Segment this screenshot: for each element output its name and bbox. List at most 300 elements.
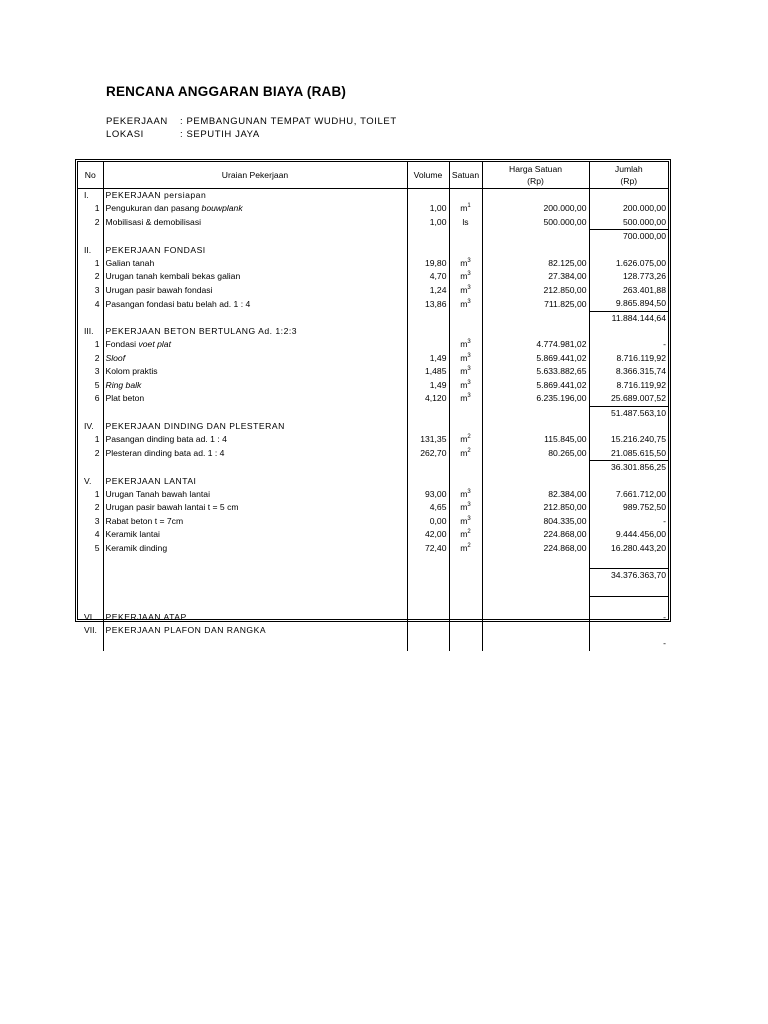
unit-exponent: 3 xyxy=(467,393,471,400)
unit-exponent: 3 xyxy=(467,379,471,386)
item-price: 200.000,00 xyxy=(482,202,589,215)
unit-exponent: 3 xyxy=(467,339,471,346)
cell-price xyxy=(482,461,589,475)
table-row xyxy=(78,284,668,297)
cell-no xyxy=(78,311,103,325)
item-volume: 4,120 xyxy=(407,392,449,406)
item-text: Pengukuran dan pasang xyxy=(105,203,202,214)
spacer-row xyxy=(78,555,668,569)
item-number: 1 xyxy=(78,488,103,501)
lokasi-line xyxy=(106,129,260,140)
item-volume: 42,00 xyxy=(407,528,449,541)
section-row xyxy=(78,420,668,433)
item-description xyxy=(103,202,407,215)
item-price: 212.850,00 xyxy=(482,284,589,297)
cell-unit xyxy=(449,611,482,624)
section-subtotal-row xyxy=(78,230,668,244)
item-number: 3 xyxy=(78,515,103,528)
section-subtotal-row xyxy=(78,311,668,325)
item-total: 9.444.456,00 xyxy=(615,529,666,540)
cell-unit xyxy=(449,555,482,569)
item-unit xyxy=(449,515,482,528)
item-total: - xyxy=(663,339,666,350)
cell-price xyxy=(482,420,589,433)
cell-unit xyxy=(449,624,482,637)
item-text: Urugan pasir bawah fondasi xyxy=(105,284,213,295)
item-number: 5 xyxy=(78,542,103,555)
section-number: V. xyxy=(78,475,103,488)
item-text: Keramik lantai xyxy=(105,529,160,540)
unit-exponent: 3 xyxy=(467,352,471,359)
item-description xyxy=(103,379,407,392)
cell-unit xyxy=(449,420,482,433)
item-text: Pasangan dinding bata ad. 1 : 4 xyxy=(105,434,227,445)
table-row xyxy=(78,379,668,392)
item-price: 224.868,00 xyxy=(482,542,589,555)
section-row xyxy=(78,475,668,488)
item-description xyxy=(103,392,407,406)
item-total: 8.366.315,74 xyxy=(615,366,666,377)
table-row xyxy=(78,433,668,446)
item-number: 2 xyxy=(78,216,103,230)
cell-unit xyxy=(449,406,482,420)
unit-symbol: m xyxy=(460,366,468,377)
table-row xyxy=(78,270,668,283)
item-price: 82.125,00 xyxy=(482,257,589,270)
section-subtotal: 51.487.563,10 xyxy=(589,406,668,420)
section-total xyxy=(589,325,668,338)
unit-symbol: m xyxy=(460,379,468,390)
unit-exponent: 3 xyxy=(467,515,471,522)
cell-price xyxy=(482,637,589,650)
item-number: 2 xyxy=(78,501,103,514)
item-unit xyxy=(449,392,482,406)
cell-desc xyxy=(103,569,407,583)
table-row xyxy=(78,352,668,365)
item-description xyxy=(103,447,407,461)
item-unit xyxy=(449,338,482,351)
cell-price xyxy=(482,611,589,624)
cell-volume xyxy=(407,311,449,325)
header-row xyxy=(78,162,668,189)
cell-price xyxy=(482,406,589,420)
table-row xyxy=(78,447,668,461)
item-unit xyxy=(449,447,482,461)
unit-exponent: 3 xyxy=(467,298,471,305)
cell-no xyxy=(78,637,103,650)
cell-desc xyxy=(103,311,407,325)
item-total: 21.085.615,50 xyxy=(611,447,666,458)
cell-volume xyxy=(407,406,449,420)
item-volume: 1,485 xyxy=(407,365,449,378)
section-subtotal-row xyxy=(78,461,668,475)
unit-symbol: m xyxy=(460,488,468,499)
item-number: 2 xyxy=(78,270,103,283)
item-number: 1 xyxy=(78,202,103,215)
section-total xyxy=(589,475,668,488)
unit-symbol: m xyxy=(460,434,468,445)
item-description xyxy=(103,433,407,446)
item-text: Fondasi xyxy=(105,339,139,350)
cell-unit xyxy=(449,597,482,611)
cell-price xyxy=(482,555,589,569)
item-text: Galian tanah xyxy=(105,258,155,269)
item-text: Keramik dinding xyxy=(105,542,168,553)
item-volume: 262,70 xyxy=(407,447,449,461)
item-unit xyxy=(449,352,482,365)
item-italic-term: Ring balk xyxy=(105,379,142,390)
unit-symbol: m xyxy=(460,339,468,350)
cell-volume xyxy=(407,569,449,583)
item-total: 989.752,50 xyxy=(622,502,666,513)
item-price: 804.335,00 xyxy=(482,515,589,528)
cell-volume xyxy=(407,420,449,433)
item-description xyxy=(103,284,407,297)
item-text: Plat beton xyxy=(105,393,145,404)
item-volume: 1,49 xyxy=(407,379,449,392)
item-number: 1 xyxy=(78,257,103,270)
item-volume: 4,65 xyxy=(407,501,449,514)
cell-price xyxy=(482,244,589,257)
cell-volume xyxy=(407,189,449,203)
item-unit xyxy=(449,297,482,311)
cell-desc xyxy=(103,230,407,244)
section-subtotal: - xyxy=(663,638,666,649)
pekerjaan-value: : PEMBANGUNAN TEMPAT WUDHU, TOILET xyxy=(180,116,397,127)
item-volume: 1,24 xyxy=(407,284,449,297)
item-description xyxy=(103,352,407,365)
item-price: 115.845,00 xyxy=(482,433,589,446)
table-row xyxy=(78,202,668,215)
item-text: Rabat beton t = 7cm xyxy=(105,515,184,526)
cell-unit xyxy=(449,583,482,597)
cell-desc xyxy=(103,461,407,475)
item-number: 5 xyxy=(78,379,103,392)
harga-label: Harga Satuan xyxy=(508,164,563,174)
section-row xyxy=(78,611,668,624)
item-unit xyxy=(449,433,482,446)
cell-volume xyxy=(407,475,449,488)
cell-total xyxy=(589,555,668,569)
item-unit xyxy=(449,284,482,297)
cell-desc xyxy=(103,555,407,569)
item-number: 1 xyxy=(78,433,103,446)
item-number: 4 xyxy=(78,297,103,311)
lokasi-value: : SEPUTIH JAYA xyxy=(180,129,260,140)
table-row xyxy=(78,501,668,514)
cell-volume xyxy=(407,624,449,637)
item-volume: 4,70 xyxy=(407,270,449,283)
item-price: 224.868,00 xyxy=(482,528,589,541)
item-total: 9.865.894,50 xyxy=(615,298,666,309)
table-row xyxy=(78,257,668,270)
cell-volume xyxy=(407,555,449,569)
unit-exponent: 3 xyxy=(467,271,471,278)
section-total xyxy=(589,624,668,637)
item-volume: 1,49 xyxy=(407,352,449,365)
item-unit xyxy=(449,365,482,378)
section-total xyxy=(589,189,668,203)
item-number: 4 xyxy=(78,528,103,541)
col-header-no: No xyxy=(78,162,103,189)
section-title: PEKERJAAN BETON BERTULANG Ad. 1:2:3 xyxy=(103,325,407,338)
section-title: PEKERJAAN LANTAI xyxy=(103,475,407,488)
item-italic-term: bouwplank xyxy=(201,203,243,214)
section-subtotal-row xyxy=(78,406,668,420)
spacer-row xyxy=(78,583,668,597)
item-italic-term: voet plat xyxy=(138,339,171,350)
table-row xyxy=(78,542,668,555)
item-volume: 0,00 xyxy=(407,515,449,528)
rab-table xyxy=(78,162,668,651)
section-subtotal xyxy=(589,597,668,611)
cell-unit xyxy=(449,311,482,325)
item-price: 5.869.441,02 xyxy=(482,352,589,365)
item-description xyxy=(103,297,407,311)
col-header-uraian: Uraian Pekerjaan xyxy=(103,162,407,189)
harga-unit: (Rp) xyxy=(527,176,544,186)
item-price: 5.633.882,65 xyxy=(482,365,589,378)
cell-price xyxy=(482,189,589,203)
item-description xyxy=(103,365,407,378)
unit-symbol: m xyxy=(460,352,468,363)
unit-exponent: 2 xyxy=(467,529,471,536)
cell-price xyxy=(482,569,589,583)
item-unit xyxy=(449,542,482,555)
item-total: 500.000,00 xyxy=(622,216,666,227)
jumlah-unit: (Rp) xyxy=(620,176,638,186)
item-description xyxy=(103,270,407,283)
section-title: PEKERJAAN ATAP xyxy=(103,611,407,624)
pekerjaan-line xyxy=(106,116,397,127)
item-description xyxy=(103,501,407,514)
unit-symbol: m xyxy=(460,542,468,553)
cell-unit xyxy=(449,244,482,257)
unit-symbol: m xyxy=(460,203,468,214)
cell-unit xyxy=(449,461,482,475)
section-title: PEKERJAAN PLAFON DAN RANGKA xyxy=(103,624,407,637)
section-total: - xyxy=(663,611,666,622)
item-number: 2 xyxy=(78,447,103,461)
item-price: 82.384,00 xyxy=(482,488,589,501)
item-total: 25.689.007,52 xyxy=(611,393,666,404)
cell-no xyxy=(78,461,103,475)
item-volume: 1,00 xyxy=(407,202,449,215)
unit-symbol: m xyxy=(460,393,468,404)
item-number: 3 xyxy=(78,365,103,378)
section-number: VII. xyxy=(78,624,103,637)
item-unit xyxy=(449,257,482,270)
cell-no xyxy=(78,406,103,420)
section-row xyxy=(78,244,668,257)
item-volume: 72,40 xyxy=(407,542,449,555)
item-text: Mobilisasi & demobilisasi xyxy=(105,217,202,228)
item-total: 8.716.119,92 xyxy=(616,379,666,390)
section-subtotal: 34.376.363,70 xyxy=(589,569,668,583)
section-row xyxy=(78,189,668,203)
cell-price xyxy=(482,311,589,325)
unit-symbol: m xyxy=(460,258,468,269)
section-number: VI. xyxy=(78,611,103,624)
item-total: 15.216.240,75 xyxy=(611,434,666,445)
item-total: 7.661.712,00 xyxy=(615,488,666,499)
unit-exponent: 3 xyxy=(467,284,471,291)
cell-unit xyxy=(449,475,482,488)
item-text: Pasangan fondasi batu belah ad. 1 : 4 xyxy=(105,298,251,309)
section-subtotal-row xyxy=(78,597,668,611)
section-subtotal-row xyxy=(78,637,668,650)
item-unit xyxy=(449,501,482,514)
item-number: 6 xyxy=(78,392,103,406)
col-header-harga xyxy=(482,162,589,189)
cell-no xyxy=(78,555,103,569)
item-text: Kolom praktis xyxy=(105,366,158,377)
item-price: 6.235.196,00 xyxy=(482,392,589,406)
col-header-jumlah xyxy=(589,162,668,189)
table-row xyxy=(78,216,668,230)
section-row xyxy=(78,325,668,338)
item-total: 263.401,88 xyxy=(622,284,666,295)
unit-exponent: 1 xyxy=(467,203,471,210)
section-title: PEKERJAAN FONDASI xyxy=(103,244,407,257)
item-total: 200.000,00 xyxy=(622,203,666,214)
cell-volume xyxy=(407,583,449,597)
table-row xyxy=(78,515,668,528)
item-text: Urugan pasir bawah lantai t = 5 cm xyxy=(105,502,239,513)
item-number: 1 xyxy=(78,338,103,351)
cell-volume xyxy=(407,230,449,244)
col-header-volume: Volume xyxy=(407,162,449,189)
section-row xyxy=(78,624,668,637)
item-volume: 13,86 xyxy=(407,297,449,311)
table-row xyxy=(78,392,668,406)
item-total: 8.716.119,92 xyxy=(616,352,666,363)
cell-volume xyxy=(407,461,449,475)
table-row xyxy=(78,365,668,378)
pekerjaan-label: PEKERJAAN xyxy=(106,116,168,127)
section-subtotal: 700.000,00 xyxy=(589,230,668,244)
item-price: 500.000,00 xyxy=(482,216,589,230)
unit-symbol: m xyxy=(460,515,468,526)
cell-desc xyxy=(103,406,407,420)
cell-desc xyxy=(103,597,407,611)
item-unit xyxy=(449,528,482,541)
section-total xyxy=(589,420,668,433)
document-title: RENCANA ANGGARAN BIAYA (RAB) xyxy=(106,84,347,99)
col-header-satuan: Satuan xyxy=(449,162,482,189)
unit-symbol: m xyxy=(460,271,468,282)
unit-exponent: 3 xyxy=(467,366,471,373)
unit-symbol: m xyxy=(460,284,468,295)
cell-volume xyxy=(407,325,449,338)
item-description xyxy=(103,528,407,541)
cell-volume xyxy=(407,244,449,257)
section-number: III. xyxy=(78,325,103,338)
item-volume: 131,35 xyxy=(407,433,449,446)
item-price: 27.384,00 xyxy=(482,270,589,283)
cell-price xyxy=(482,624,589,637)
item-description xyxy=(103,338,407,351)
item-volume xyxy=(407,338,449,351)
item-text: Urugan tanah kembali bekas galian xyxy=(105,271,241,282)
cell-volume xyxy=(407,637,449,650)
unit-symbol: m xyxy=(460,298,468,309)
cell-desc xyxy=(103,583,407,597)
cell-price xyxy=(482,325,589,338)
cell-price xyxy=(482,597,589,611)
item-price: 711.825,00 xyxy=(482,297,589,311)
section-number: IV. xyxy=(78,420,103,433)
lokasi-label: LOKASI xyxy=(106,129,144,140)
cell-price xyxy=(482,475,589,488)
table-row xyxy=(78,528,668,541)
cell-unit xyxy=(449,230,482,244)
item-total: 1.626.075,00 xyxy=(615,258,666,269)
cell-no xyxy=(78,569,103,583)
item-total: - xyxy=(663,515,666,526)
cell-desc xyxy=(103,637,407,650)
section-title: PEKERJAAN persiapan xyxy=(103,189,407,203)
section-title: PEKERJAAN DINDING DAN PLESTERAN xyxy=(103,420,407,433)
cell-no xyxy=(78,597,103,611)
item-volume: 93,00 xyxy=(407,488,449,501)
table-row xyxy=(78,338,668,351)
item-total: 16.280.443,20 xyxy=(611,542,666,553)
cell-unit xyxy=(449,189,482,203)
jumlah-label: Jumlah xyxy=(614,164,643,174)
cell-volume xyxy=(407,611,449,624)
unit-exponent: 2 xyxy=(467,447,471,454)
item-description xyxy=(103,257,407,270)
unit-exponent: 3 xyxy=(467,488,471,495)
section-number: I. xyxy=(78,189,103,203)
item-price: 5.869.441,02 xyxy=(482,379,589,392)
unit-exponent: 3 xyxy=(467,258,471,265)
cell-no xyxy=(78,230,103,244)
section-total xyxy=(589,244,668,257)
item-number: 3 xyxy=(78,284,103,297)
unit-symbol: ls xyxy=(462,217,469,228)
item-text: Urugan Tanah bawah lantai xyxy=(105,488,210,499)
cell-total xyxy=(589,583,668,597)
unit-exponent: 3 xyxy=(467,502,471,509)
item-description xyxy=(103,515,407,528)
unit-symbol: m xyxy=(460,529,468,540)
section-subtotal-row xyxy=(78,569,668,583)
cell-no xyxy=(78,583,103,597)
item-description xyxy=(103,488,407,501)
cell-price xyxy=(482,230,589,244)
item-unit xyxy=(449,216,482,230)
unit-symbol: m xyxy=(460,447,468,458)
item-price: 212.850,00 xyxy=(482,501,589,514)
item-unit xyxy=(449,202,482,215)
item-unit xyxy=(449,488,482,501)
item-price: 80.265,00 xyxy=(482,447,589,461)
table-row xyxy=(78,297,668,311)
item-unit xyxy=(449,379,482,392)
cell-unit xyxy=(449,325,482,338)
cell-unit xyxy=(449,569,482,583)
unit-exponent: 2 xyxy=(467,542,471,549)
unit-exponent: 2 xyxy=(467,434,471,441)
item-text: Plesteran dinding bata ad. 1 : 4 xyxy=(105,447,225,458)
item-description xyxy=(103,216,407,230)
unit-symbol: m xyxy=(460,502,468,513)
item-volume: 1,00 xyxy=(407,216,449,230)
item-total: 128.773,26 xyxy=(622,271,666,282)
item-italic-term: Sloof xyxy=(105,352,126,363)
